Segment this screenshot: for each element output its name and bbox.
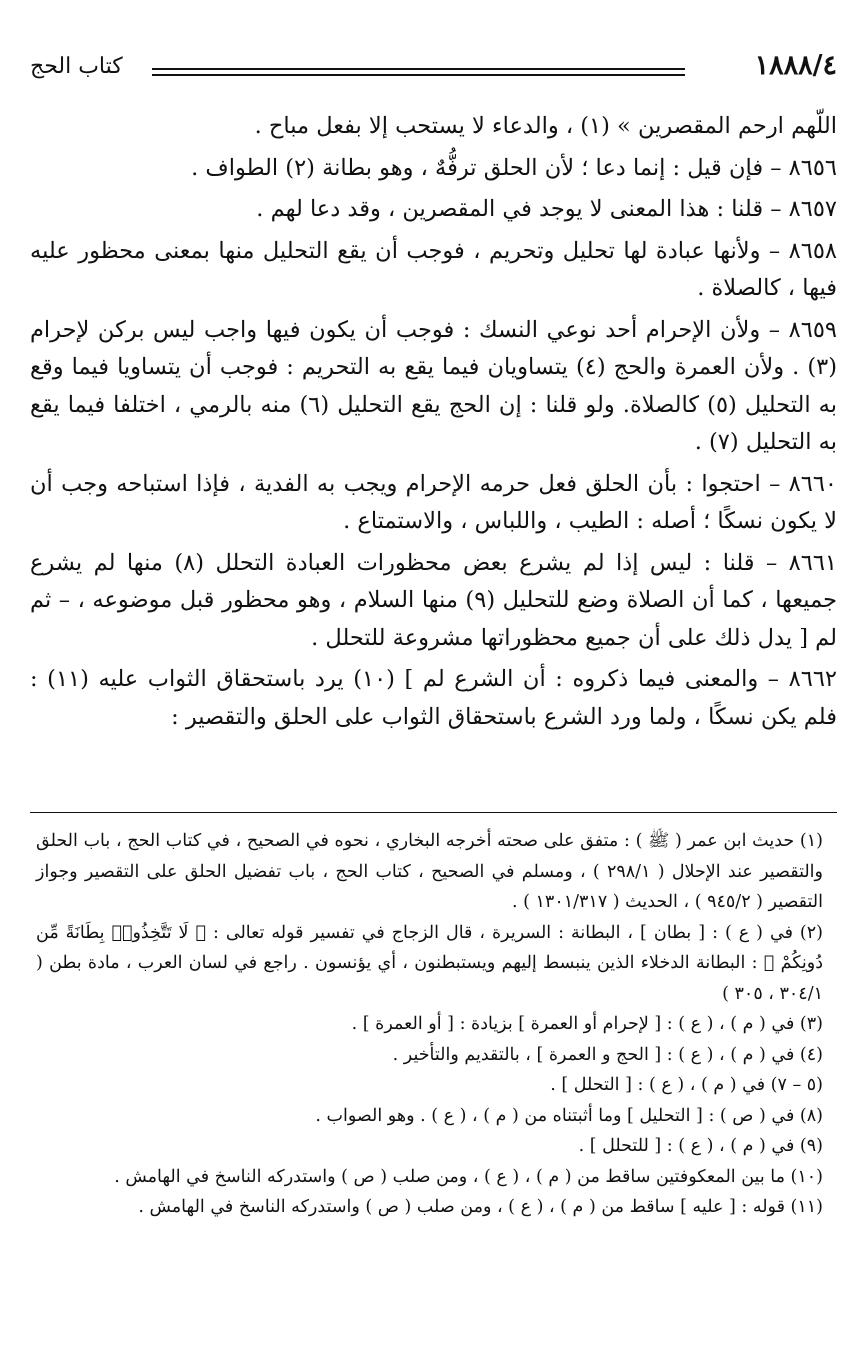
paragraph: ٨٦٥٩ – ولأن الإحرام أحد نوعي النسك : فوجب أن يكون فيها واجب ليس بركن لإحرام (٣) . ولأن العمرة والحج (٤) يتساويان فيما يقع به التحريم : فوجب أن يتساويا فيما وقع به التحليل (٥) كالصلاة. ولو قلنا : إن الحج يقع التحليل (٦) منه بالرمي ، اختلفا فيما يقع به التحليل (٧) . (30, 316, 838, 455)
footnote: (٣) في ( م ) ، ( ع ) : [ لإحرام أو العمرة ] بزيادة : [ أو العمرة ] . (351, 1014, 823, 1034)
main-text (30, 108, 837, 740)
footnote: (١) حديث ابن عمر ( ﷺ ) : متفق على صحته أخرجه البخاري ، نحوه في الصحيح ، في كتاب الحج ، باب الحلق والتقصير عند الإحلال ( ٢٩٨/١ ) ، ومسلم في الصحيح ، كتاب الحج ، باب تفضيل الحلق على التقصير وجواز التقصير ( ٩٤٥/٢ ) ، الحديث ( ١٣٠١/٣١٧ ) . (36, 831, 823, 912)
footnote: (٩) في ( م ) ، ( ع ) : [ للتحلل ] . (578, 1136, 823, 1156)
running-title: كتاب الحج (30, 54, 123, 79)
paragraph: ٨٦٥٨ – ولأنها عبادة لها تحليل وتحريم ، فوجب أن يقع التحليل منها بمعنى محظور عليه فيها ، كالصلاة . (30, 237, 837, 301)
paragraph: ٨٦٥٦ – فإن قيل : إنما دعا ؛ لأن الحلق ترفُّهٌ ، وهو بطانة (٢) الطواف . (191, 154, 837, 181)
paragraph: اللّهم ارحم المقصرين » (١) ، والدعاء لا يستحب إلا بفعل مباح . (254, 113, 837, 139)
footnote-separator (30, 812, 837, 813)
footnote: (١١) قوله : [ عليه ] ساقط من ( م ) ، ( ع ) ، ومن صلب ( ص ) واستدركه الناسخ في الهامش . (138, 1197, 823, 1217)
page-number: ١٨٨٨/٤ (754, 50, 837, 81)
footnote: (٥ – ٧) في ( م ) ، ( ع ) : [ التحلل ] . (550, 1075, 823, 1095)
page-header (30, 46, 837, 92)
footnote: (٨) في ( ص ) : [ التحليل ] وما أثبتناه من ( م ) ، ( ع ) . وهو الصواب . (315, 1105, 823, 1126)
paragraph: ٨٦٦٠ – احتجوا : بأن الحلق فعل حرمه الإحرام ويجب به الفدية ، فإذا استباحه وجب أن لا يكون نسكًا ؛ أصله : الطيب ، واللباس ، والاستمتاع . (30, 470, 837, 534)
paragraph: ٨٦٥٧ – قلنا : هذا المعنى لا يوجد في المقصرين ، وقد دعا لهم . (256, 196, 837, 222)
header-rule (152, 68, 685, 70)
footnote: (٢) في ( ع ) : [ بطان ] ، البطانة : السريرة ، قال الزجاج في تفسير قوله تعالى : ﴿ لَا تَتَّخِذُوا۟ بِطَانَةً مِّن دُونِكُمْ ﴾ : البطانة الدخلاء الذين ينبسط إليهم ويستبطنون ، أي يؤنسون . راجع في لسان العرب ، مادة بطن ( ٣٠٤/١ ، ٣٠٥ ) (36, 922, 823, 1004)
paragraph: ٨٦٦٢ – والمعنى فيما ذكروه : أن الشرع لم ] (١٠) يرد باستحقاق الثواب عليه (١١) : فلم يكن نسكًا ، ولما ورد الشرع باستحقاق الثواب على الحلق والتقصير : (30, 666, 837, 730)
footnote: (٤) في ( م ) ، ( ع ) : [ الحج و العمرة ] ، بالتقديم والتأخير . (392, 1044, 823, 1065)
footnotes (36, 826, 823, 1223)
footnote: (١٠) ما بين المعكوفتين ساقط من ( م ) ، ( ع ) ، ومن صلب ( ص ) واستدركه الناسخ في الهامش . (114, 1166, 823, 1187)
header-rule (152, 74, 685, 76)
paragraph: ٨٦٦١ – قلنا : ليس إذا لم يشرع بعض محظورات العبادة التحلل (٨) منها لم يشرع جميعها ، كما أن الصلاة وضع للتحليل (٩) منها السلام ، وهو محظور قبل موضوعه ، – ثم لم [ يدل ذلك على أن جميع محظوراتها مشروعة للتحلل . (30, 549, 837, 651)
